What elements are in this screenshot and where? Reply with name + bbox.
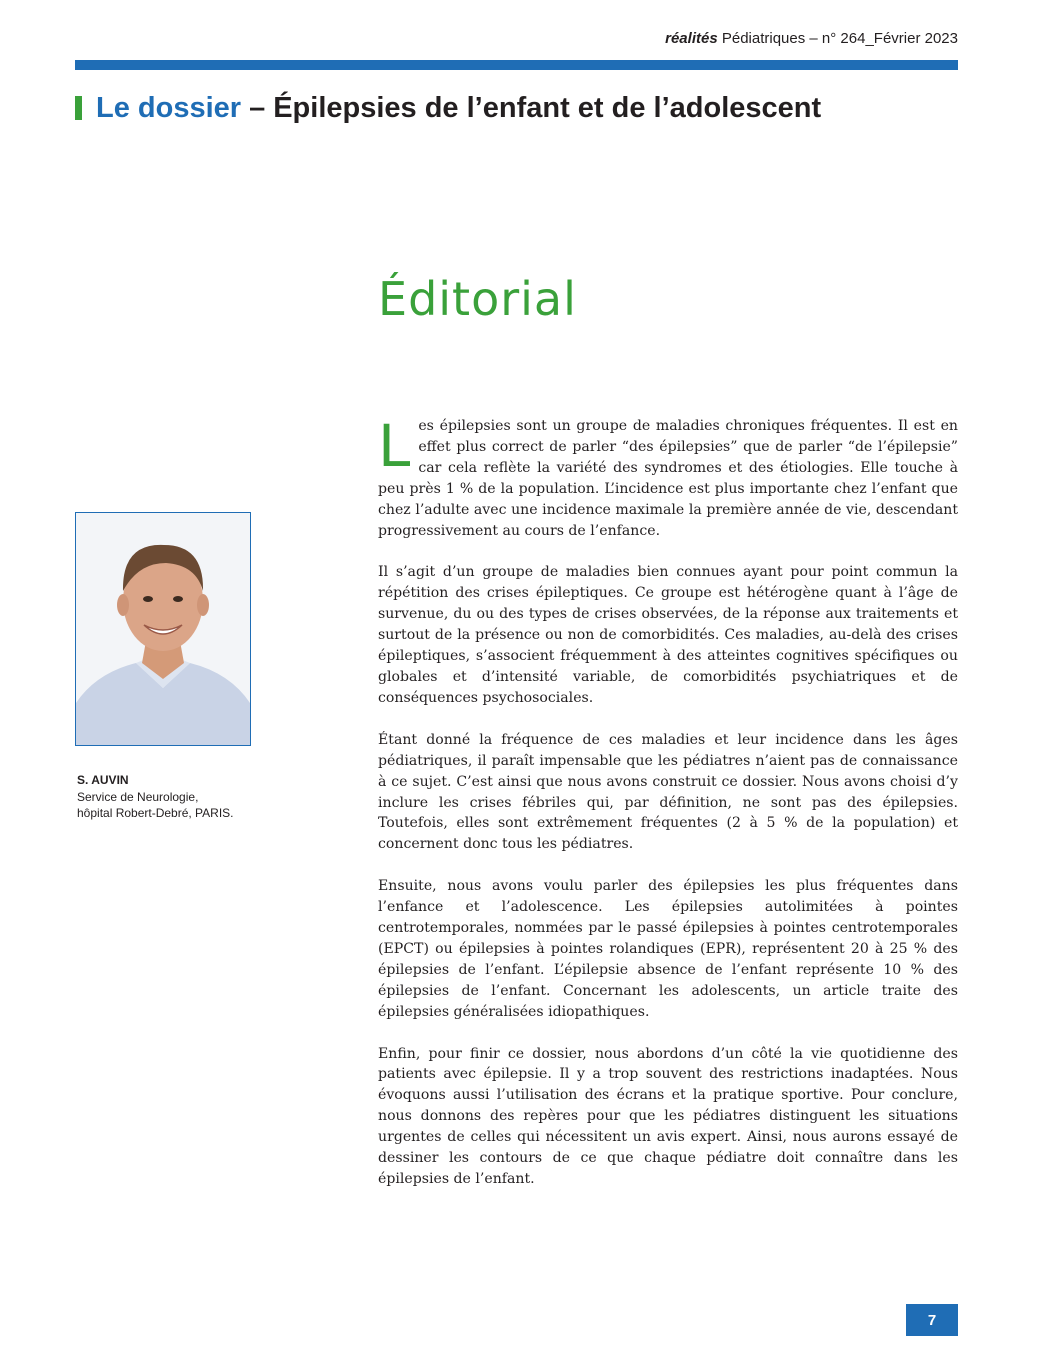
- paragraph: Étant donné la fréquence de ces maladies et leur incidence dans les âges pédiatriques, il paraît impensable que les pédiatres n’aient pas de connaissance à ce sujet. C’est ainsi que nous avons construit ce dossier. Nous avons choisi d’y inclure les crises fébriles qui, par définition, ne sont pas des épilepsies. Toutefois, elles sont extrêmement fréquentes (2 à 5 % de la population) et concernent donc tous les pédiatres.: [378, 731, 958, 853]
- paragraph: Ensuite, nous avons voulu parler des épilepsies les plus fréquentes dans l’enfance et l’adolescence. Les épilepsies autolimitées à pointes centrotemporales, nommées par le passé épilepsies à pointes centrotemporales (EPCT) ou épilepsies à pointes rolandiques (EPR), représentent 20 à 25 % des épilepsies de l’enfant. L’épilepsie absence de l’enfant représente 10 % des épilepsies de l’enfant. Concernant les adolescents, un article traite des épilepsies généralisées idiopathiques.: [378, 878, 958, 1020]
- running-header: [665, 30, 958, 47]
- page-title: Éditorial: [378, 272, 577, 326]
- paragraph-text: es épilepsies sont un groupe de maladies chroniques fréquentes. Il est en effet plus correct de parler “des épilepsies” que de parler “de l’épilepsie” car cela reflète la variété des syndromes et des étiologies. Elle touche à peu près 1 % de la population. L’incidence est plus importante chez l’enfant que chez l’adulte avec une incidence maximale la première année de vie, descendant progressivement au cours de l’enfance.: [378, 418, 958, 539]
- section-title: [75, 88, 821, 128]
- author-name: S. AUVIN: [77, 773, 129, 787]
- section-topic: Épilepsies de l’enfant et de l’adolescent: [273, 91, 822, 124]
- header-rule: [75, 60, 958, 70]
- paragraph: Il s’agit d’un groupe de maladies bien connues ayant pour point commun la répétition des crises épileptiques. Ce groupe est hétérogène quant à l’âge de survenue, du ou des types de crises observées, de la réponse aux traitements et surtout de la présence ou non de comorbidités. Ces maladies, au-delà des crises épileptiques, s’associent fréquemment à des atteintes cognitives spécifiques ou globales et d’intensité variable, de comorbidités psychiatriques et de conséquences psychosociales.: [378, 564, 958, 706]
- section-separator: –: [249, 91, 266, 124]
- page-number: 7: [906, 1304, 958, 1336]
- author-hospital: hôpital Robert-Debré, PARIS.: [77, 806, 234, 820]
- section-kicker: Le dossier: [96, 91, 242, 124]
- magazine-name: réalités: [665, 30, 718, 47]
- author-department: Service de Neurologie,: [77, 790, 199, 804]
- paragraph: Enfin, pour finir ce dossier, nous abordons d’un côté la vie quotidienne des patients avec épilepsie. Il y a trop souvent des restrictions inadaptées. Nous évoquons aussi l’utilisation des écrans et la pratique sportive. Pour conclure, nous donnons des repères pour que les pédiatres distinguent les situations urgentes de celles qui nécessitent un avis expert. Ainsi, nous aurons essayé de dessiner les contours de ce que chaque pédiatre doit connaître dans les épilepsies de l’enfant.: [378, 1045, 958, 1187]
- section-marker: [75, 96, 82, 120]
- drop-cap: L: [378, 412, 411, 480]
- paragraph: [378, 412, 958, 541]
- author-photo: [75, 512, 251, 746]
- issue-info: Pédiatriques – n° 264_Février 2023: [721, 30, 958, 47]
- article-body: [378, 412, 958, 1211]
